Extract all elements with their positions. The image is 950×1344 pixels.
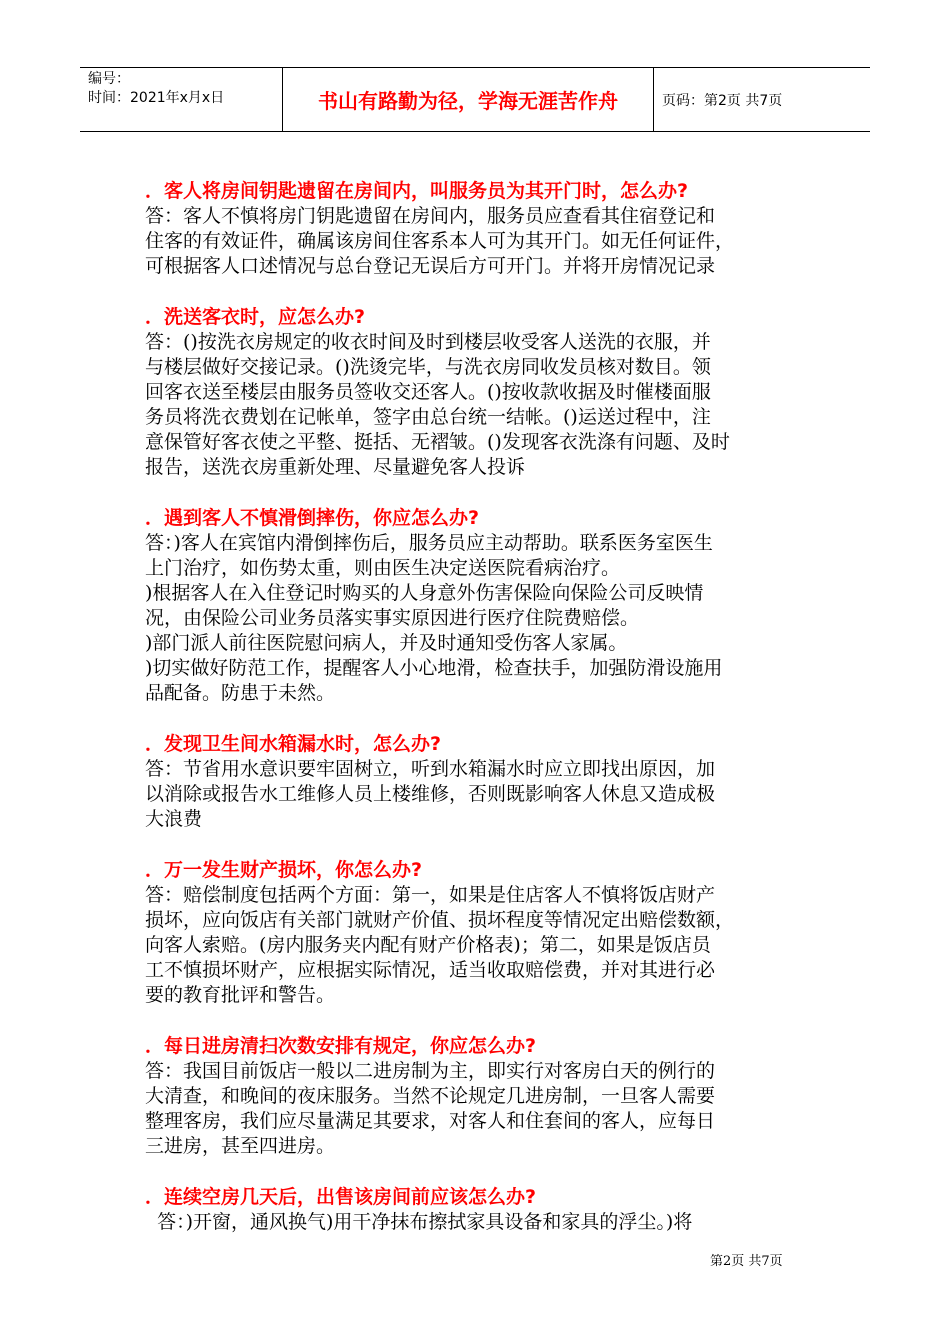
question-heading: ．每日进房清扫次数安排有规定，你应怎么办? (145, 1035, 537, 1057)
answer-line: 答：)开窗，通风换气)用干净抹布擦拭家具设备和家具的浮尘。)将 (145, 1211, 693, 1233)
document-number-label: 编号： (88, 71, 130, 87)
answer-line: 回客衣送至楼层由服务员签收交还客人。()按收款收据及时催楼面服 (145, 381, 711, 403)
answer-line: )部门派人前往医院慰问病人，并及时通知受伤客人家属。 (145, 632, 628, 654)
qa-content (145, 178, 825, 1235)
qa-item (145, 178, 825, 279)
answer-line: 向客人索赔。(房内服务夹内配有财产价格表)；第二，如果是饭店员 (145, 934, 711, 956)
answer-line: 意保管好客衣使之平整、挺括、无褶皱。()发现客衣洗涤有问题、及时 (145, 431, 730, 453)
answer-line: 大浪费 (145, 808, 203, 830)
question-heading: ．发现卫生间水箱漏水时，怎么办? (145, 733, 442, 755)
question-heading: ．万一发生财产损坏，你怎么办? (145, 859, 423, 881)
qa-item (145, 1184, 825, 1235)
answer-line: )切实做好防范工作，提醒客人小心地滑，检查扶手，加强防滑设施用 (145, 657, 723, 679)
answer-line: 损坏，应向饭店有关部门就财产价值、损坏程度等情况定出赔偿数额， (145, 909, 735, 931)
answer-line: 答：)客人在宾馆内滑倒摔伤后，服务员应主动帮助。联系医务室医生 (145, 532, 713, 554)
answer-line: )根据客人在入住登记时购买的人身意外伤害保险向保险公司反映情 (145, 582, 704, 604)
answer-line: 住客的有效证件，确属该房间住客系本人可为其开门。如无任何证件， (145, 230, 735, 252)
qa-item (145, 304, 825, 480)
question-heading: ．洗送客衣时，应怎么办? (145, 306, 366, 328)
answer-line: 三进房，甚至四进房。 (145, 1135, 336, 1157)
answer-line: 况，由保险公司业务员落实事实原因进行医疗住院费赔偿。 (145, 607, 640, 629)
document-time-label: 时间：2021年x月x日 (88, 90, 225, 106)
question-heading: ．客人将房间钥匙遗留在房间内，叫服务员为其开门时，怎么办? (145, 180, 689, 202)
answer-line: 答：客人不慎将房门钥匙遗留在房间内，服务员应查看其住宿登记和 (145, 205, 716, 227)
answer-line: 整理客房，我们应尽量满足其要求，对客人和住套间的客人，应每日 (145, 1110, 716, 1132)
qa-item (145, 1033, 825, 1159)
page-header (80, 67, 870, 132)
answer-line: 报告，送洗衣房重新处理、尽量避免客人投诉 (145, 456, 526, 478)
answer-line: 答：()按洗衣房规定的收衣时间及时到楼层收受客人送洗的衣服，并 (145, 331, 711, 353)
answer-line: 答：节省用水意识要牢固树立，听到水箱漏水时应立即找出原因，加 (145, 758, 716, 780)
question-heading: ．遇到客人不慎滑倒摔伤，你应怎么办? (145, 507, 480, 529)
answer-line: 工不慎损坏财产，应根据实际情况，适当收取赔偿费，并对其进行必 (145, 959, 716, 981)
answer-line: 品配备。防患于未然。 (145, 682, 336, 704)
answer-line: 答：赔偿制度包括两个方面：第一，如果是住店客人不慎将饭店财产 (145, 884, 716, 906)
answer-line: 答：我国目前饭店一般以二进房制为主，即实行对客房白天的例行的 (145, 1060, 716, 1082)
qa-item (145, 505, 825, 706)
qa-item (145, 731, 825, 832)
answer-line: 以消除或报告水工维修人员上楼维修，否则既影响客人休息又造成极 (145, 783, 716, 805)
answer-line: 上门治疗，如伤势太重，则由医生决定送医院看病治疗。 (145, 557, 621, 579)
page-footer-number: 第2页 共7页 (710, 1254, 783, 1269)
answer-line: 可根据客人口述情况与总台登记无误后方可开门。并将开房情况记录 (145, 255, 716, 277)
question-heading: ．连续空房几天后，出售该房间前应该怎么办? (145, 1186, 537, 1208)
answer-line: 与楼层做好交接记录。()洗烫完毕，与洗衣房同收发员核对数目。领 (145, 356, 711, 378)
answer-line: 大清查，和晚间的夜床服务。当然不论规定几进房制，一旦客人需要 (145, 1085, 716, 1107)
header-page-code: 页码：第2页 共7页 (662, 92, 783, 109)
header-meta (80, 68, 283, 131)
answer-line: 要的教育批评和警告。 (145, 984, 336, 1006)
answer-line: 务员将洗衣费划在记帐单，签字由总台统一结帐。()运送过程中，注 (145, 406, 711, 428)
header-motto: 书山有路勤为径，学海无涯苦作舟 (283, 68, 654, 131)
qa-item (145, 857, 825, 1008)
